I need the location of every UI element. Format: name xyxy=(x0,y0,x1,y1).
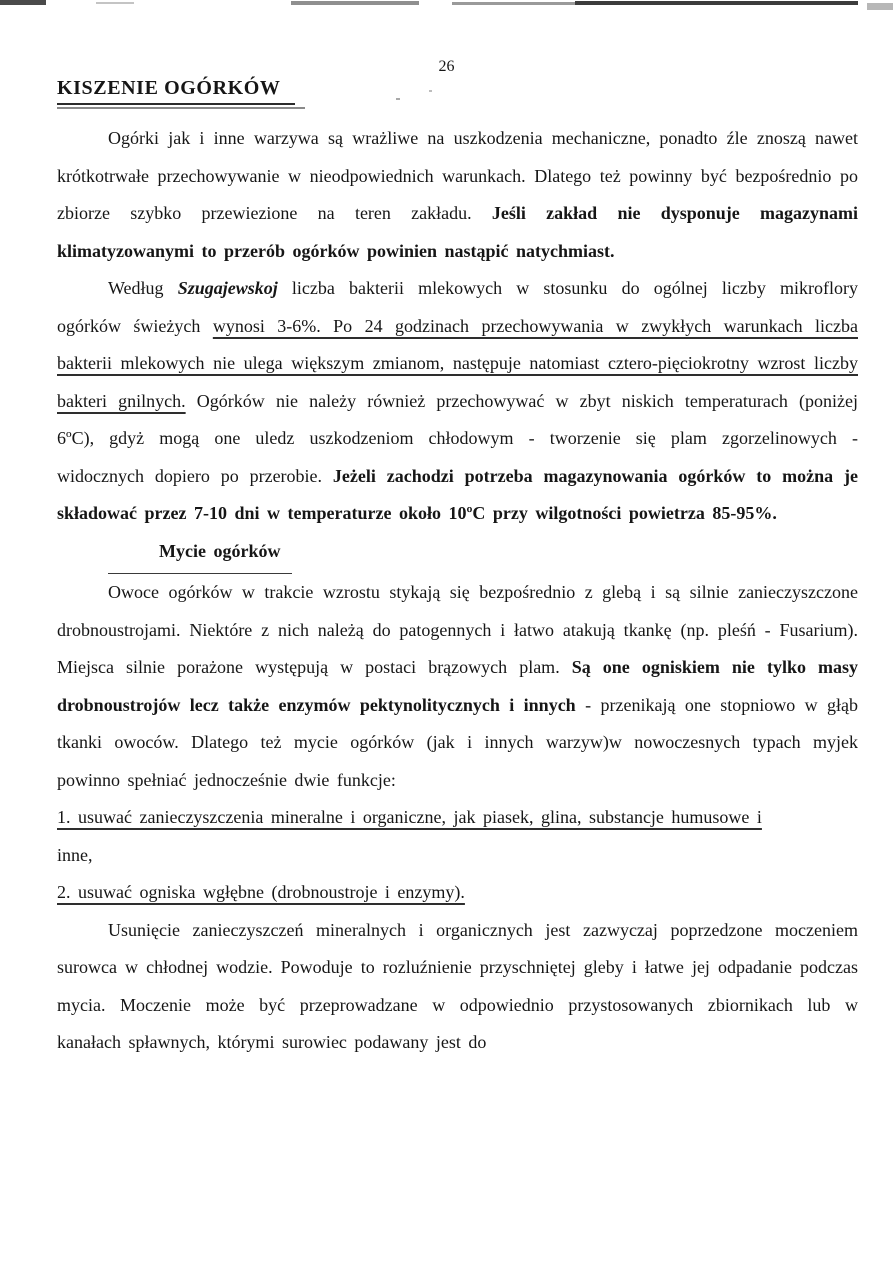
body-text: inne, xyxy=(57,844,93,865)
list-item-1 xyxy=(57,799,858,874)
scan-speck xyxy=(429,90,432,92)
paragraph-washing-1 xyxy=(57,574,858,799)
body-text: Ogórków nie należy również przechowywać w zbyt niskich temperaturach (poniżej 6ºC), gdyż mogą one uledz uszkodzeniom chłodowym - tworzenie się plam zgorzelinowych - widocznych dopiero po przerobie. xyxy=(57,390,859,486)
bold-text: Są one ogniskiem nie tylko masy drobnoustrojów lecz także enzymów pektynolitycznych i innych xyxy=(57,657,858,715)
paragraph-washing-2 xyxy=(57,912,858,1062)
underlined-text: 2. usuwać ogniska wgłębne (drobnoustroje i enzymy). xyxy=(57,882,465,902)
underlined-text: 1. usuwać zanieczyszczenia mineralne i organiczne, jak piasek, glina, substancje humusowe i xyxy=(57,807,762,827)
document-title xyxy=(57,77,305,109)
body-text: Usunięcie zanieczyszczeń mineralnych i organicznych jest zazwyczaj poprzedzone moczeniem surowca w chłodnej wodzie. Powoduje to rozluźnienie przyschniętej gleby i łatwe jej odpadanie podczas mycia. Moczenie może być przeprowadzane w odpowiednio przystosowanych zbiornikach lub w kanałach spławnych, którymi surowiec podawany jest do xyxy=(57,919,858,1052)
body-text: Ogórki jak i inne warzywa są wrażliwe na uszkodzenia mechaniczne, ponadto źle znoszą nawet krótkotrwałe przechowywanie w nieodpowiednich warunkach. Dlatego też powinny być bezpośrednio po zbiorze szybko przewiezione na teren zakładu. xyxy=(57,128,858,223)
section-heading-mycie-ogorkow xyxy=(57,533,858,575)
document-body xyxy=(57,120,858,1062)
list-item-2 xyxy=(57,874,858,912)
scan-artifact xyxy=(291,1,419,5)
bold-text: Jeśli zakład nie dysponuje magazynami klimatyzowanymi to przerób ogórków powinien nastąpić natychmiast. xyxy=(57,203,858,261)
scan-artifact-top-right xyxy=(575,1,858,5)
body-text: - przenikają one stopniowo w głąb tkanki owoców. Dlatego też mycie ogórków (jak i innych warzyw)w nowoczesnych typach myjek powinno spełniać jednocześnie dwie funkcje: xyxy=(57,694,858,790)
paragraph-intro-1 xyxy=(57,120,858,270)
scan-artifact xyxy=(867,3,893,10)
scan-artifact xyxy=(96,2,134,4)
body-text: Według xyxy=(108,278,178,298)
body-text: Owoce ogórków w trakcie wzrostu stykają się bezpośrednio z glebą i są silnie zanieczyszczone drobnoustrojami. Niektóre z nich należą do patogennych i łatwo atakują tkankę (np. pleśń - Fusarium). Miejsca silnie porażone występują w postaci brązowych plam. xyxy=(57,582,858,677)
title-underline: KISZENIE OGÓRKÓW xyxy=(57,77,305,109)
scan-artifact-top-left xyxy=(0,0,46,5)
bold-text: Jeżeli zachodzi potrzeba magazynowania ogórków to można je składować przez 7-10 dni w temperaturze około 10ºC przy wilgotności powietrza 85-95%. xyxy=(57,465,858,523)
author-reference: Szugajewskoj xyxy=(177,278,278,298)
heading-underline: Mycie ogórków xyxy=(108,533,292,575)
scan-speck xyxy=(396,98,400,100)
page-number: 26 xyxy=(438,58,455,75)
paragraph-intro-2 xyxy=(57,270,858,533)
underlined-text: wynosi 3-6%. Po 24 godzinach przechowywania w zwykłych warunkach liczba bakterii mlekowych nie ulega większym zmianom, następuje natomiast cztero-pięciokrotny wzrost liczby bakteri gnilnych. xyxy=(57,315,858,411)
body-text: liczba bakterii mlekowych w stosunku do ogólnej liczby mikroflory ogórków świeżych xyxy=(57,278,858,336)
